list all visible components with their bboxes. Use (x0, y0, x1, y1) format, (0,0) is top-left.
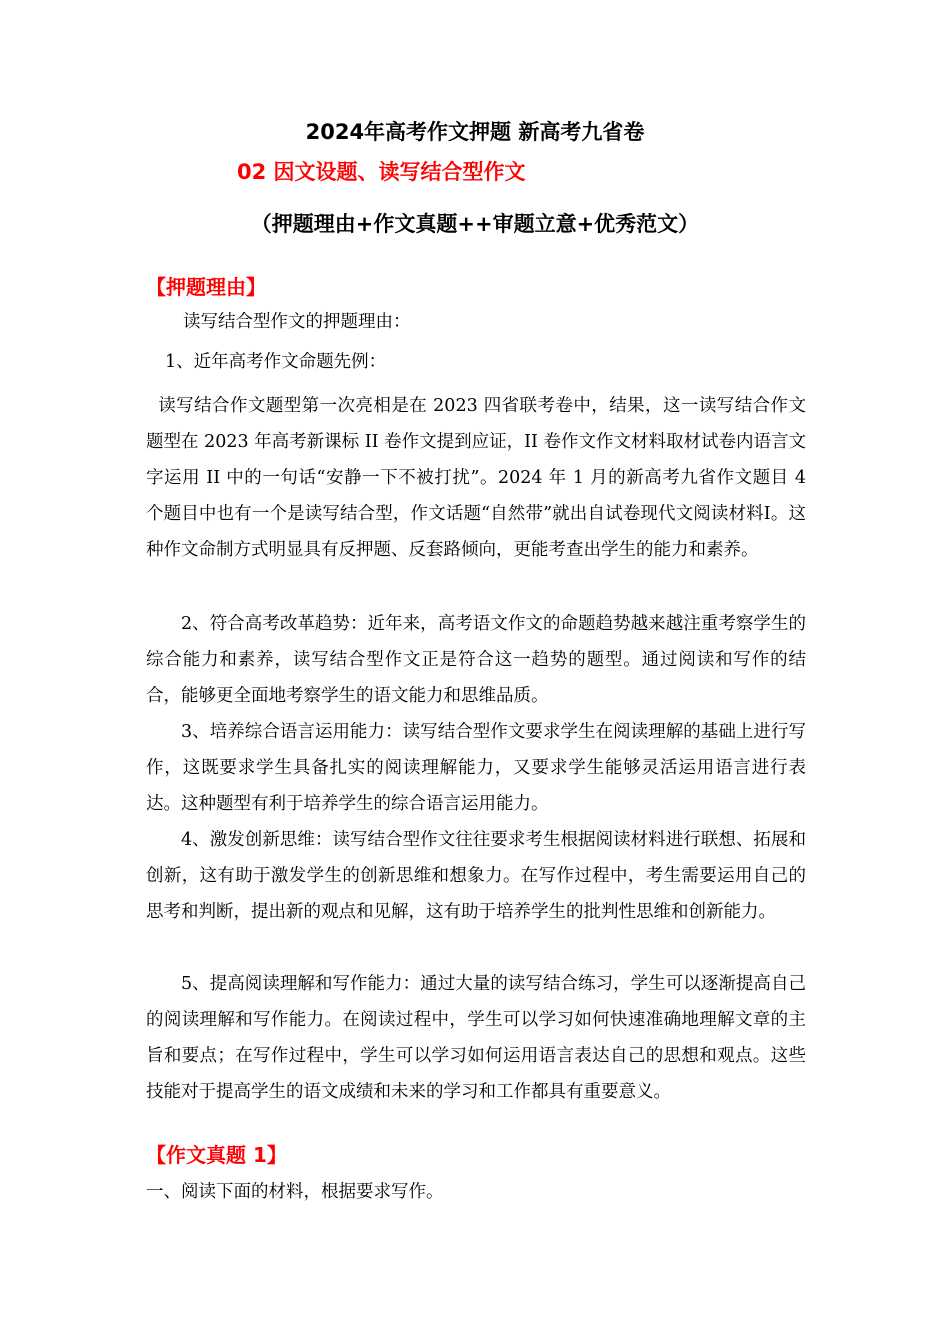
section-heading-exam-1: 【作文真题 1】 (146, 1143, 287, 1167)
reasons-intro: 读写结合型作文的押题理由： (183, 312, 411, 332)
paragraph-1: 读写结合作文题型第一次亮相是在 2023 四省联考卷中，结果，这一读写结合作文题型在 2023 年高考新课标 II 卷作文提到应证，II 卷作文作文材料取材试卷内语言文字运用 II 中的一句话“安静一下不被打扰”。2024 年 1 月的新高考九省作文题目 4 个题目中也有一个是读写结合型，作文话题“自然带”就出自试卷现代文阅读材料Ⅰ。这种作文命制方式明显具有反押题、反套路倾向，更能考查出学生的能力和素养。 (146, 396, 806, 560)
point-1-label: 1、近年高考作文命题先例： (165, 352, 387, 372)
document-subtitle: 02 因文设题、读写结合型作文 (237, 160, 526, 184)
paragraph-4: 4、激发创新思维：读写结合型作文往往要求考生根据阅读材料进行联想、拓展和创新，这有助于激发学生的创新思维和想象力。在写作过程中，考生需要运用自己的思考和判断，提出新的观点和见解，这有助于培养学生的批判性思维和创新能力。 (146, 830, 806, 922)
paragraph-3: 3、培养综合语言运用能力：读写结合型作文要求学生在阅读理解的基础上进行写作，这既要求学生具备扎实的阅读理解能力，又要求学生能够灵活运用语言进行表达。这种题型有利于培养学生的综合语言运用能力。 (146, 722, 806, 814)
document-subtitle-contents: （押题理由+作文真题++审题立意+优秀范文） (250, 212, 700, 236)
paragraph-2: 2、符合高考改革趋势：近年来，高考语文作文的命题趋势越来越注重考察学生的综合能力和素养，读写结合型作文正是符合这一趋势的题型。通过阅读和写作的结合，能够更全面地考察学生的语文能力和思维品质。 (146, 614, 806, 706)
paragraph-5: 5、提高阅读理解和写作能力：通过大量的读写结合练习，学生可以逐渐提高自己的阅读理解和写作能力。在阅读过程中，学生可以学习如何快速准确地理解文章的主旨和要点；在写作过程中，学生可以学习如何运用语言表达自己的思想和观点。这些技能对于提高学生的语文成绩和未来的学习和工作都具有重要意义。 (146, 974, 806, 1102)
section-heading-reasons: 【押题理由】 (146, 275, 266, 299)
exam-1-first-line: 一、阅读下面的材料，根据要求写作。 (146, 1182, 444, 1202)
document-title: 2024年高考作文押题 新高考九省卷 (305, 120, 645, 144)
